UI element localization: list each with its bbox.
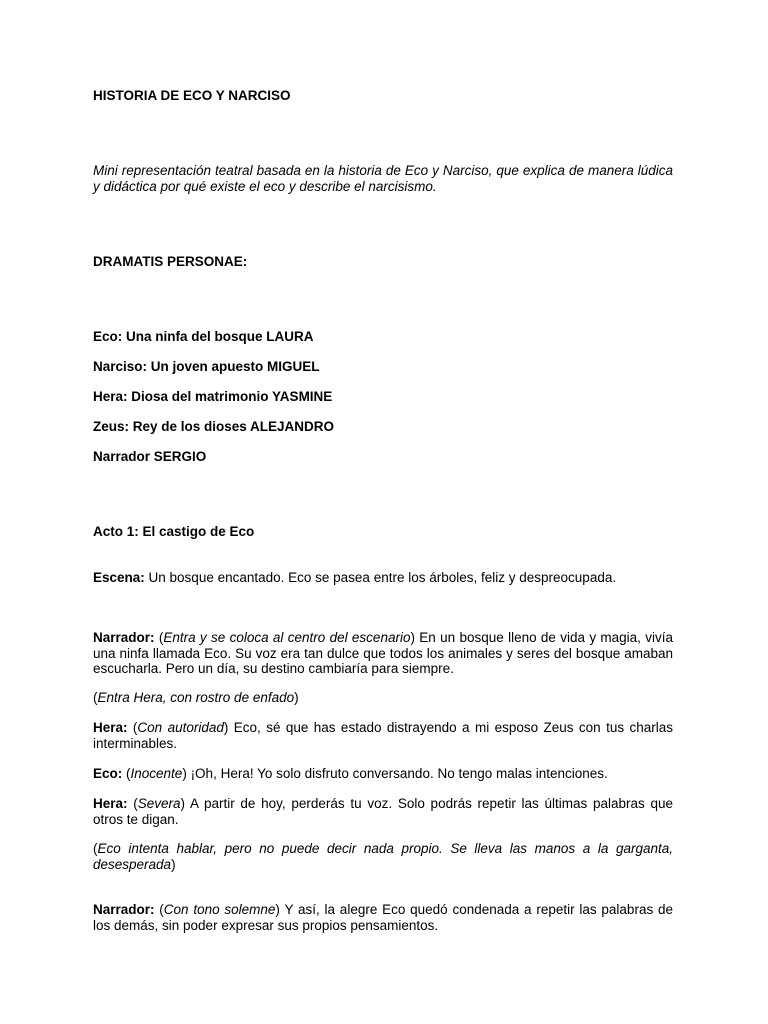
stage-direction: Con tono solemne xyxy=(163,902,276,917)
character-zeus: Zeus: Rey de los dioses ALEJANDRO xyxy=(93,419,335,434)
dialogue-text: En un bosque lleno de vida y magia, vivía una ninfa llamada Eco. Su voz era tan dulce que todos los animales y seres del bosque amaban escucharla. Pero un día, su destino cambiaría para siempre. xyxy=(93,630,673,676)
stage-direction: Con autoridad xyxy=(137,720,224,735)
dialogue-text: Eco, sé que has estado distrayendo a mi esposo Zeus con tus charlas interminables. xyxy=(93,720,674,751)
scene-label: Escena: xyxy=(93,570,145,585)
stage-direction-line: (Eco intenta hablar, pero no puede decir nada propio. Se lleva las manos a la garganta, desesperada) xyxy=(93,841,673,872)
speaker-name: Narrador: xyxy=(93,630,155,645)
dialogue-line: Hera: (Severa) A partir de hoy, perderás tu voz. Solo podrás repetir las últimas palabras que otros te digan. xyxy=(93,796,673,827)
dialogue-text: A partir de hoy, perderás tu voz. Solo podrás repetir las últimas palabras que otros te digan. xyxy=(93,796,673,827)
dialogue-text: Y así, la alegre Eco quedó condenada a repetir las palabras de los demás, sin poder expresar sus propios pensamientos. xyxy=(93,902,673,933)
speaker-name: Hera: xyxy=(93,796,128,811)
stage-direction: Severa xyxy=(137,796,181,811)
stage-direction: Eco intenta hablar, pero no puede decir nada propio. Se lleva las manos a la garganta, desesperada xyxy=(93,841,673,872)
stage-direction: Entra Hera, con rostro de enfado xyxy=(97,690,295,705)
speaker-name: Narrador: xyxy=(93,902,155,917)
stage-direction-line: (Entra Hera, con rostro de enfado) xyxy=(93,690,299,705)
dialogue-line: Narrador: (Entra y se coloca al centro del escenario) En un bosque lleno de vida y magia, vivía una ninfa llamada Eco. Su voz era tan dulce que todos los animales y seres del bosque amaban escucharla. Pero un día, su destino cambiaría para siempre. xyxy=(93,630,673,676)
intro-paragraph: Mini representación teatral basada en la historia de Eco y Narciso, que explica de manera lúdica y didáctica por qué existe el eco y describe el narcisismo. xyxy=(93,163,673,194)
stage-direction: Entra y se coloca al centro del escenario xyxy=(163,630,411,645)
speaker-name: Hera: xyxy=(93,720,128,735)
character-narciso: Narciso: Un joven apuesto MIGUEL xyxy=(93,359,320,374)
dialogue-line: Narrador: (Con tono solemne) Y así, la alegre Eco quedó condenada a repetir las palabras de los demás, sin poder expresar sus propios pensamientos. xyxy=(93,902,673,933)
scene-paragraph xyxy=(93,570,673,586)
scene-text: Un bosque encantado. Eco se pasea entre los árboles, feliz y despreocupada. xyxy=(144,570,617,585)
dialogue-line: Hera: (Con autoridad) Eco, sé que has estado distrayendo a mi esposo Zeus con tus charlas interminables. xyxy=(93,720,674,751)
character-eco: Eco: Una ninfa del bosque LAURA xyxy=(93,329,314,344)
character-hera: Hera: Diosa del matrimonio YASMINE xyxy=(93,389,333,404)
document-title: HISTORIA DE ECO Y NARCISO xyxy=(93,88,291,103)
dialogue-text: ¡Oh, Hera! Yo solo disfruto conversando. No tengo malas intenciones. xyxy=(186,766,608,781)
stage-direction: Inocente xyxy=(130,766,183,781)
character-narrador: Narrador SERGIO xyxy=(93,449,207,464)
dramatis-heading: DRAMATIS PERSONAE: xyxy=(93,254,248,269)
act-heading: Acto 1: El castigo de Eco xyxy=(93,524,255,539)
speaker-name: Eco: xyxy=(93,766,123,781)
dialogue-line: Eco: (Inocente) ¡Oh, Hera! Yo solo disfruto conversando. No tengo malas intenciones. xyxy=(93,766,608,781)
